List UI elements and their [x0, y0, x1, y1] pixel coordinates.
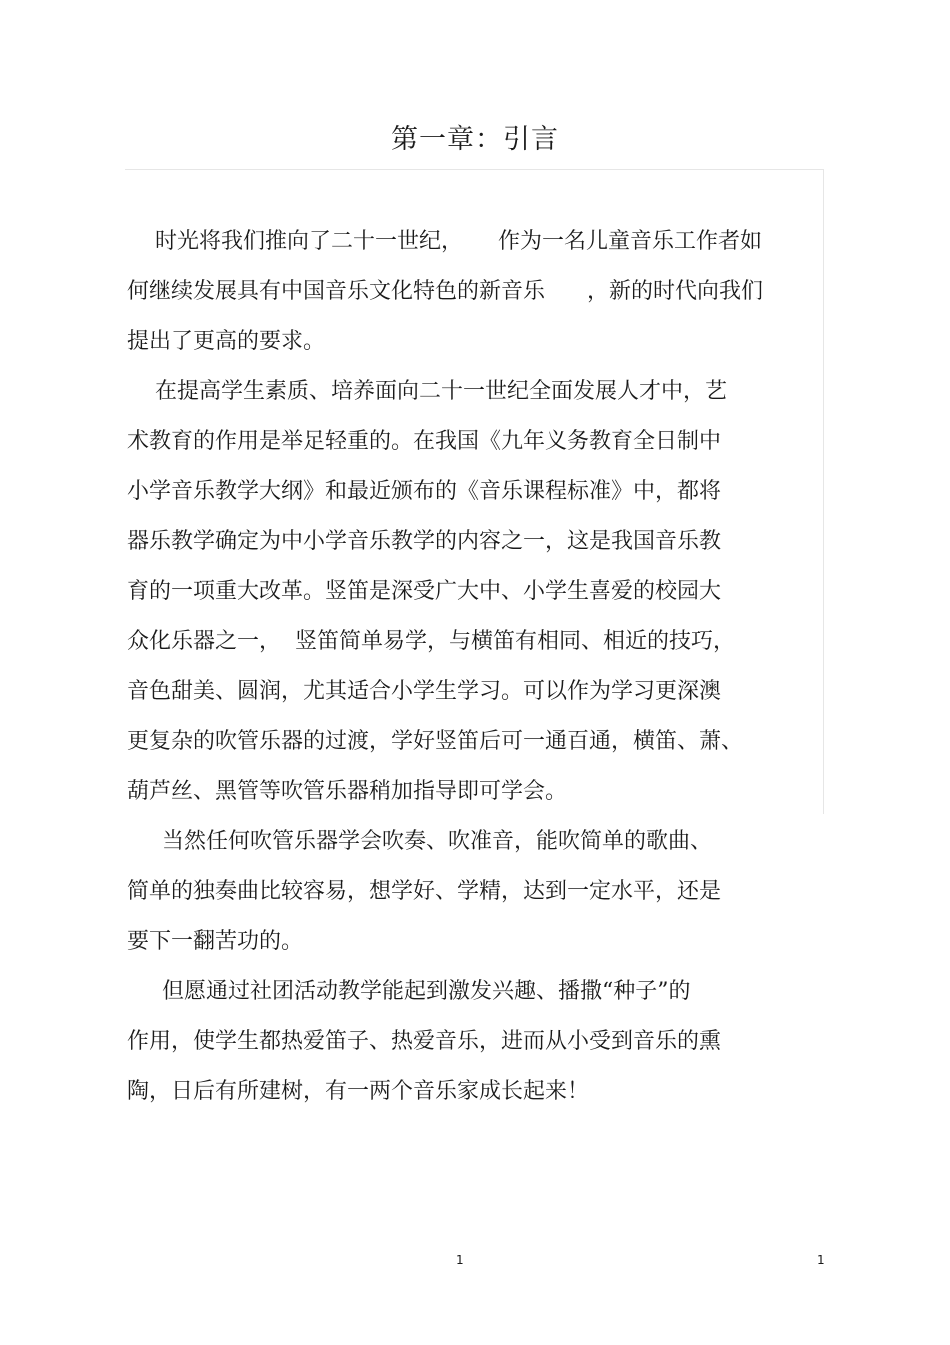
right-divider [823, 169, 824, 814]
text-line: 器乐教学确定为中小学音乐教学的内容之一，这是我国音乐教 [127, 529, 722, 554]
page-number: 1 [456, 1253, 464, 1267]
text-line: 陶，日后有所建树，有一两个音乐家成长起来！ [127, 1079, 590, 1104]
text-line: 更复杂的吹管乐器的过渡，学好竖笛后可一通百通，横笛、萧、 [127, 729, 744, 754]
text-line: 提出了更高的要求。 [127, 329, 326, 354]
text-line: 育的一项重大改革。竖笛是深受广大中、小学生喜爱的校园大 [127, 579, 722, 604]
text-line: 时光将我们推向了二十一世纪， 作为一名儿童音乐工作者如 [127, 229, 762, 254]
chapter-title: 第一章：引言 [391, 124, 559, 155]
text-line: 当然任何吹管乐器学会吹奏、吹准音，能吹简单的歌曲、 [127, 829, 712, 854]
text-line: 小学音乐教学大纲》和最近颁布的《音乐课程标准》中，都将 [127, 479, 722, 504]
text-line: 简单的独奏曲比较容易，想学好、学精，达到一定水平，还是 [127, 879, 722, 904]
text-line: 何继续发展具有中国音乐文化特色的新音乐 ，新的时代向我们 [127, 279, 763, 304]
text-line: 作用，使学生都热爱笛子、热爱音乐，进而从小受到音乐的熏 [127, 1029, 722, 1054]
text-line: 葫芦丝、黑管等吹管乐器稍加指导即可学会。 [127, 779, 568, 804]
text-line: 但愿通过社团活动教学能起到激发兴趣、播撒“种子”的 [127, 979, 691, 1004]
text-line: 术教育的作用是举足轻重的。在我国《九年义务教育全日制中 [127, 429, 722, 454]
page-number-right: 1 [817, 1253, 825, 1267]
text-line: 音色甜美、圆润，尤其适合小学生学习。可以作为学习更深澳 [127, 679, 722, 704]
top-divider [125, 169, 823, 170]
text-line: 在提高学生素质、培养面向二十一世纪全面发展人才中，艺 [127, 379, 727, 404]
text-line: 要下一翻苦功的。 [127, 929, 304, 954]
text-line: 众化乐器之一， 竖笛简单易学，与横笛有相同、相近的技巧， [127, 629, 735, 654]
